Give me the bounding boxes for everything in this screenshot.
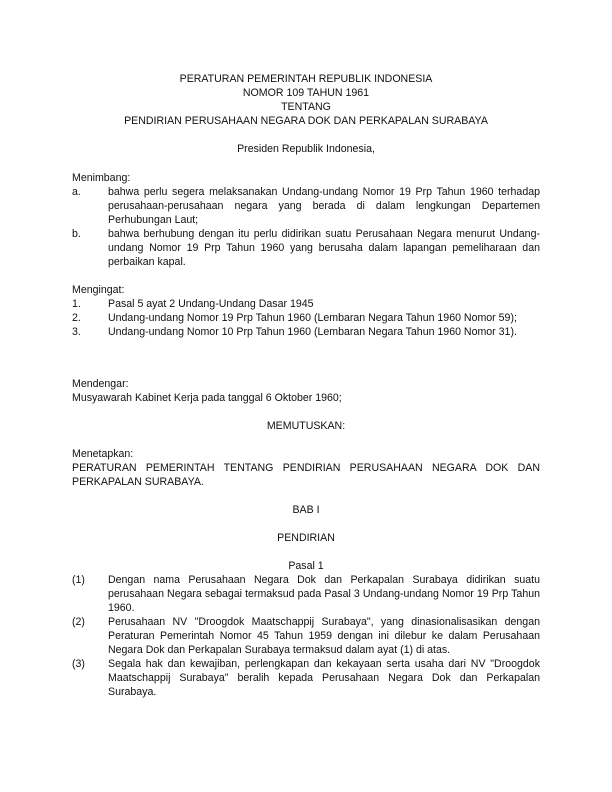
item-text: Perusahaan NV "Droogdok Maatschappij Surabaya", yang dinasionalisasikan dengan Peraturan Pemerintah Nomor 45 Tahun 1959 dengan ini dilebur ke dalam Perusahaan Negara Dok dan Perkapalan Surabaya termaksud dalam ayat (1) di atas.: [108, 616, 540, 656]
chapter-heading: BAB I: [292, 504, 320, 516]
item-text: Pasal 5 ayat 2 Undang-Undang Dasar 1945: [108, 298, 314, 310]
section-label: Menimbang:: [72, 172, 131, 184]
title-line: NOMOR 109 TAHUN 1961: [242, 87, 370, 99]
title-line: PERATURAN PEMERINTAH REPUBLIK INDONESIA: [179, 73, 433, 85]
article-heading: Pasal 1: [288, 560, 324, 572]
list-item: [72, 325, 540, 339]
title-line: TENTANG: [281, 101, 331, 113]
item-number: b.: [72, 228, 81, 240]
list-item: [72, 311, 540, 325]
item-number: a.: [72, 186, 81, 198]
section-text: PERATURAN PEMERINTAH TENTANG PENDIRIAN PERUSAHAAN NEGARA DOK DAN PERKAPALAN SURABAYA.: [72, 462, 540, 488]
title-line: PENDIRIAN PERUSAHAAN NEGARA DOK DAN PERKAPALAN SURABAYA: [124, 115, 488, 127]
president-line: Presiden Republik Indonesia,: [237, 143, 375, 155]
item-number: (1): [72, 574, 85, 586]
item-text: Undang-undang Nomor 19 Prp Tahun 1960 (Lembaran Negara Tahun 1960 Nomor 59);: [108, 312, 517, 324]
section-label: Mengingat:: [72, 284, 125, 296]
mendengar-section: [72, 377, 540, 405]
list-item: [72, 573, 540, 615]
mengingat-section: [72, 283, 540, 339]
item-text: bahwa perlu segera melaksanakan Undang-undang Nomor 19 Prp Tahun 1960 terhadap perusahaan-perusahaan negara yang berada di dalam lengkungan Departemen Perhubungan Laut;: [108, 186, 540, 226]
list-item: [72, 615, 540, 657]
item-number: 2.: [72, 312, 81, 324]
list-item: [72, 227, 540, 269]
section-label: Menetapkan:: [72, 448, 134, 460]
memutuskan-heading: MEMUTUSKAN:: [266, 420, 346, 432]
item-text: Dengan nama Perusahaan Negara Dok dan Perkapalan Surabaya didirikan suatu perusahaan Negara sebagai termaksud pada Pasal 3 Undang-undang Nomor 19 Prp Tahun 1960.: [108, 574, 540, 614]
chapter-title: PENDIRIAN: [277, 532, 335, 544]
list-item: [72, 657, 540, 699]
item-text: Undang-undang Nomor 10 Prp Tahun 1960 (Lembaran Negara Tahun 1960 Nomor 31).: [108, 326, 517, 338]
item-number: (3): [72, 658, 85, 670]
item-text: Segala hak dan kewajiban, perlengkapan dan kekayaan serta usaha dari NV "Droogdok Maatschappij Surabaya" beralih kepada Perusahaan Negara Dok dan Perkapalan Surabaya.: [108, 658, 540, 698]
list-item: [72, 297, 540, 311]
item-number: 3.: [72, 326, 81, 338]
menetapkan-section: [72, 447, 540, 489]
item-number: 1.: [72, 298, 81, 310]
menimbang-section: [72, 171, 540, 269]
document-title: [72, 72, 540, 128]
list-item: [72, 185, 540, 227]
pasal-section: [72, 559, 540, 699]
item-number: (2): [72, 616, 85, 628]
section-text: Musyawarah Kabinet Kerja pada tanggal 6 Oktober 1960;: [72, 392, 342, 404]
section-label: Mendengar:: [72, 378, 129, 390]
item-text: bahwa berhubung dengan itu perlu didirikan suatu Perusahaan Negara menurut Undang-undang Nomor 19 Prp Tahun 1960 yang berusaha dalam lapangan pemeliharaan dan perbaikan kapal.: [108, 228, 540, 268]
